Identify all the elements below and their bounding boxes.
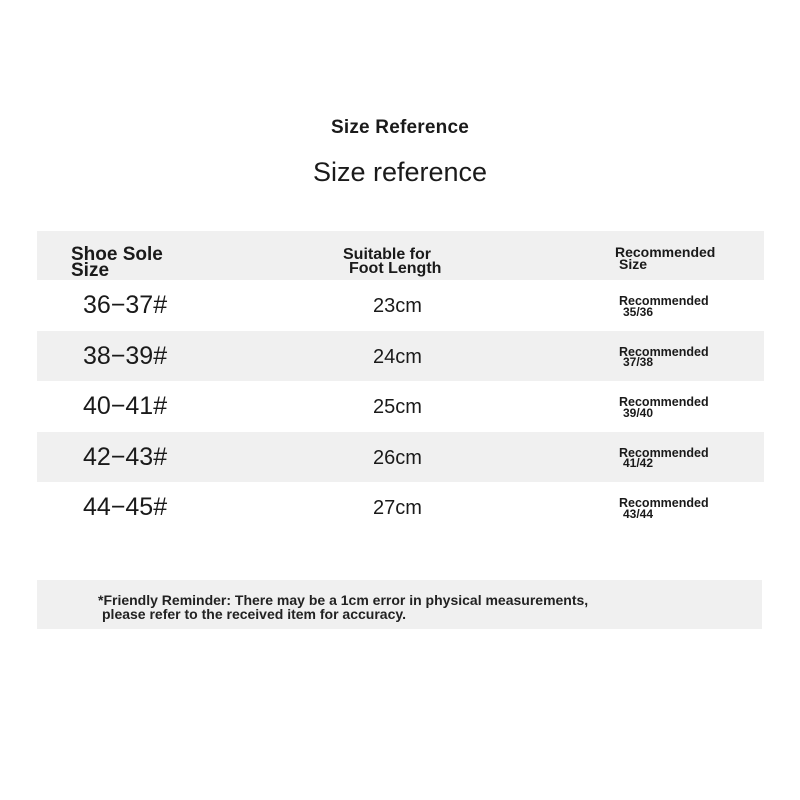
size-table: [37, 231, 764, 533]
friendly-reminder-box: [37, 580, 762, 629]
foot-length-cell: 25cm: [373, 396, 422, 419]
header-sole-size: Shoe Sole Size: [71, 244, 163, 282]
table-row: [37, 432, 764, 483]
foot-length-cell: 26cm: [373, 446, 422, 469]
header-recommended-size: Recommended Size: [615, 244, 716, 272]
friendly-reminder-text: *Friendly Reminder: There may be a 1cm error in physical measurements, please refer to the received item for accuracy.: [98, 592, 589, 622]
foot-length-cell: 24cm: [373, 345, 422, 368]
foot-length-cell: 23cm: [373, 295, 422, 317]
table-row: [37, 331, 764, 382]
header-foot-length: Suitable for Foot Length: [343, 246, 442, 277]
recommended-cell: Recommended 39/40: [619, 395, 709, 420]
page-title: Size Reference: [331, 117, 469, 138]
sole-size-cell: 38−39#: [83, 341, 168, 370]
sole-size-cell: 36−37#: [83, 291, 168, 319]
table-row: [37, 381, 764, 432]
foot-length-cell: 27cm: [373, 497, 422, 520]
page-subtitle: Size reference: [312, 157, 488, 187]
recommended-cell: Recommended 43/44: [619, 496, 709, 521]
recommended-cell: Recommended 41/42: [619, 445, 709, 471]
table-row: [37, 482, 764, 533]
sole-size-cell: 42−43#: [83, 442, 168, 471]
table-row: [37, 280, 764, 331]
table-header-row: [37, 231, 764, 280]
recommended-cell: Recommended 35/36: [619, 294, 709, 319]
sole-size-cell: 40−41#: [83, 392, 168, 421]
recommended-cell: Recommended 37/38: [619, 344, 709, 370]
sole-size-cell: 44−45#: [83, 493, 168, 522]
